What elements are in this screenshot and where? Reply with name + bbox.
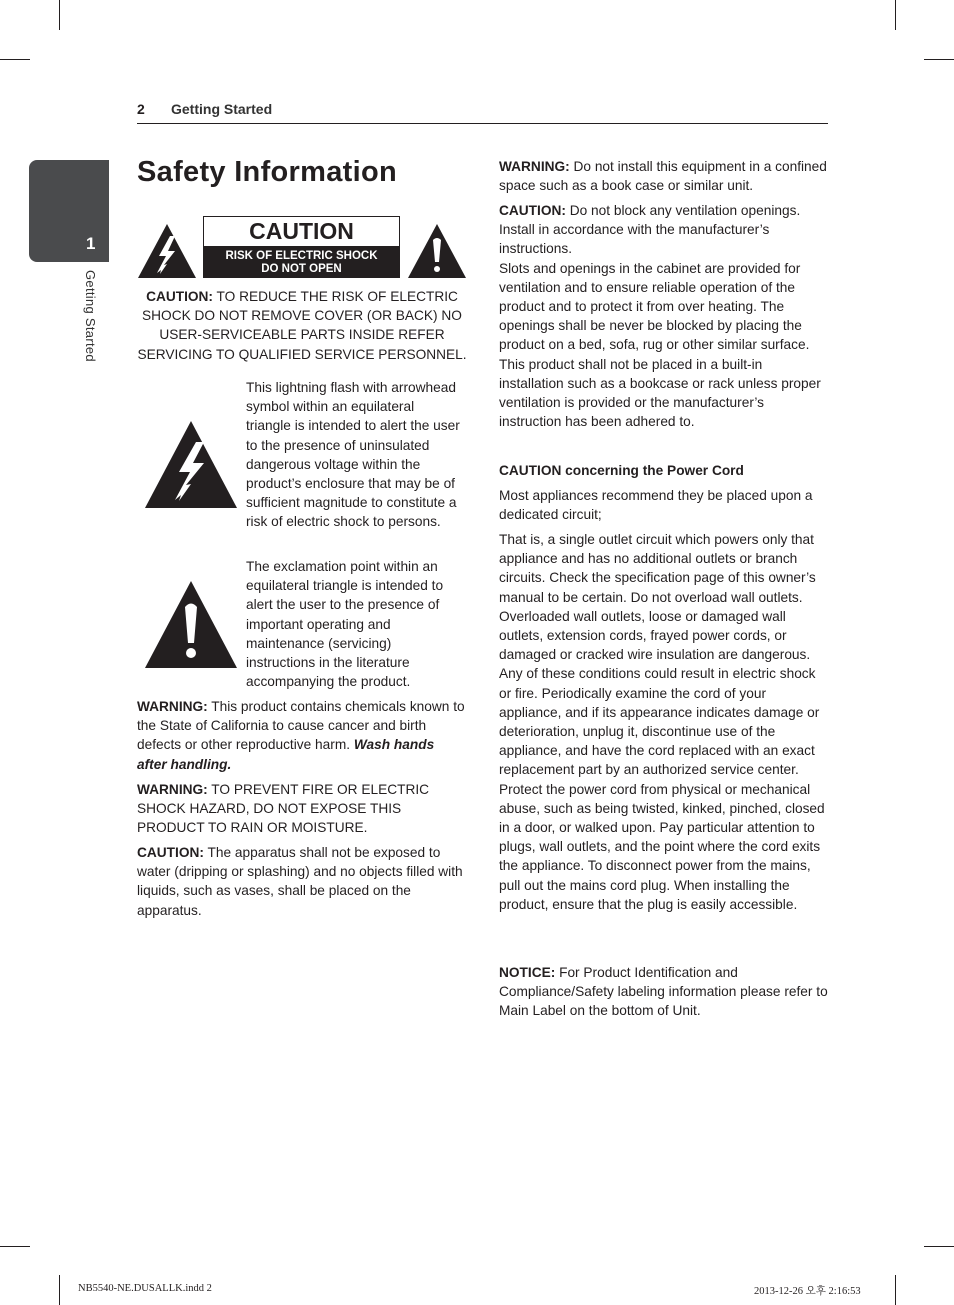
- power-cord-heading: CAUTION concerning the Power Cord: [499, 463, 744, 478]
- chapter-number: 1: [86, 234, 96, 253]
- crop-mark: [924, 1246, 954, 1247]
- power-cord-paragraph-2: That is, a single outlet circuit which powers only that appliance and has no additional outlets or branch circuits. Check the specification page of this owner’s manual to be certain. Do not overload wall outlets. Overloaded wall outlets, loose or damaged wall outlets, extension cords, frayed power cords, or damaged or cracked wire insulation are dangerous. Any of these conditions could result in electric shock or fire. Periodically examine the cord of your appliance, and if its appearance indicates damage or deterioration, unplug it, discontinue use of the appliance, and have the cord replaced with an exact replacement part by an authorized service center. Protect the power cord from physical or mechanical abuse, such as being twisted, kinked, pinched, closed in a door, or walked upon. Pay particular attention to plugs, wall outlets, and the point where the cord exits the appliance. To disconnect power from the mains, pull out the mains cord plug. When installing the product, ensure that the plug is easily accessible.: [499, 532, 825, 912]
- caution-banner-line2: DO NOT OPEN: [261, 263, 342, 275]
- lightning-warning-icon: [137, 223, 197, 279]
- crop-mark: [59, 1275, 60, 1305]
- page-number: 2: [137, 101, 145, 117]
- crop-mark: [59, 0, 60, 30]
- crop-mark: [895, 0, 896, 30]
- lightning-symbol-text: This lightning flash with arrowhead symbol within an equilateral triangle is intended to alert the user to the presence of uninsulated dangerous voltage within the product’s enclosure that may be of sufficient magnitude to constitute a risk of electric shock to persons.: [246, 380, 460, 530]
- footer-timestamp: 2013-12-26 오후 2:16:53: [754, 1286, 861, 1297]
- crop-mark: [895, 1275, 896, 1305]
- caution-banner-line1: RISK OF ELECTRIC SHOCK: [225, 250, 378, 262]
- notice-text: NOTICE: For Product Identification and Compliance/Safety labeling information please refer to Main Label on the bottom of Unit.: [499, 965, 828, 1019]
- footer-filename: NB5540-NE.DUSALLK.indd 2: [78, 1283, 212, 1294]
- page-title: Safety Information: [137, 156, 397, 188]
- section-label: Getting Started: [171, 101, 273, 117]
- exclamation-symbol-text: The exclamation point within an equilateral triangle is intended to alert the user to the presence of important operating and maintenance (servicing) instructions in the literature accompanying the product.: [246, 559, 444, 690]
- crop-mark: [0, 1246, 30, 1247]
- warning-fire-text: WARNING: TO PREVENT FIRE OR ELECTRIC SHOCK HAZARD, DO NOT EXPOSE THIS PRODUCT TO RAIN OR MOISTURE.: [137, 782, 430, 836]
- crop-mark: [0, 59, 30, 60]
- caution-ventilation-text: CAUTION: Do not block any ventilation openings. Install in accordance with the manufacturer’s instructions. Slots and openings in the cabinet are provided for ventilation and to ensure reliable operation of the product and to protect it from over heating. The openings shall be never be blocked by placing the product on a bed, sofa, rug or other similar surface. This product shall not be placed in a built-in installation such as a bookcase or rack unless proper ventilation is provided or the manufacturer’s instruction has been adhered to.: [499, 203, 821, 430]
- power-cord-paragraph-1: Most appliances recommend they be placed upon a dedicated circuit;: [499, 488, 813, 523]
- warning-confined-text: WARNING: Do not install this equipment in a confined space such as a book case or similar unit.: [499, 159, 827, 194]
- caution-shock-text: CAUTION: TO REDUCE THE RISK OF ELECTRIC SHOCK DO NOT REMOVE COVER (OR BACK) NO USER-SERVICEABLE PARTS INSIDE REFER SERVICING TO QUALIFIED SERVICE PERSONNEL.: [137, 289, 467, 362]
- caution-water-text: CAUTION: The apparatus shall not be exposed to water (dripping or splashing) and no objects filled with liquids, such as vases, shall be placed on the apparatus.: [137, 845, 463, 918]
- chapter-tab: [29, 160, 109, 262]
- header-rule: [137, 123, 828, 124]
- caution-banner-title: CAUTION: [249, 218, 354, 244]
- lightning-symbol-icon: [144, 420, 238, 509]
- crop-mark: [924, 59, 954, 60]
- exclamation-warning-icon: [407, 223, 467, 279]
- exclamation-symbol-icon: [144, 580, 238, 669]
- chapter-label: Getting Started: [83, 270, 98, 362]
- warning-california-text: WARNING: This product contains chemicals known to the State of California to cause cancer and birth defects or other reproductive harm. Wash hands after handling.: [137, 699, 465, 772]
- caution-banner-subtitle: [204, 246, 399, 277]
